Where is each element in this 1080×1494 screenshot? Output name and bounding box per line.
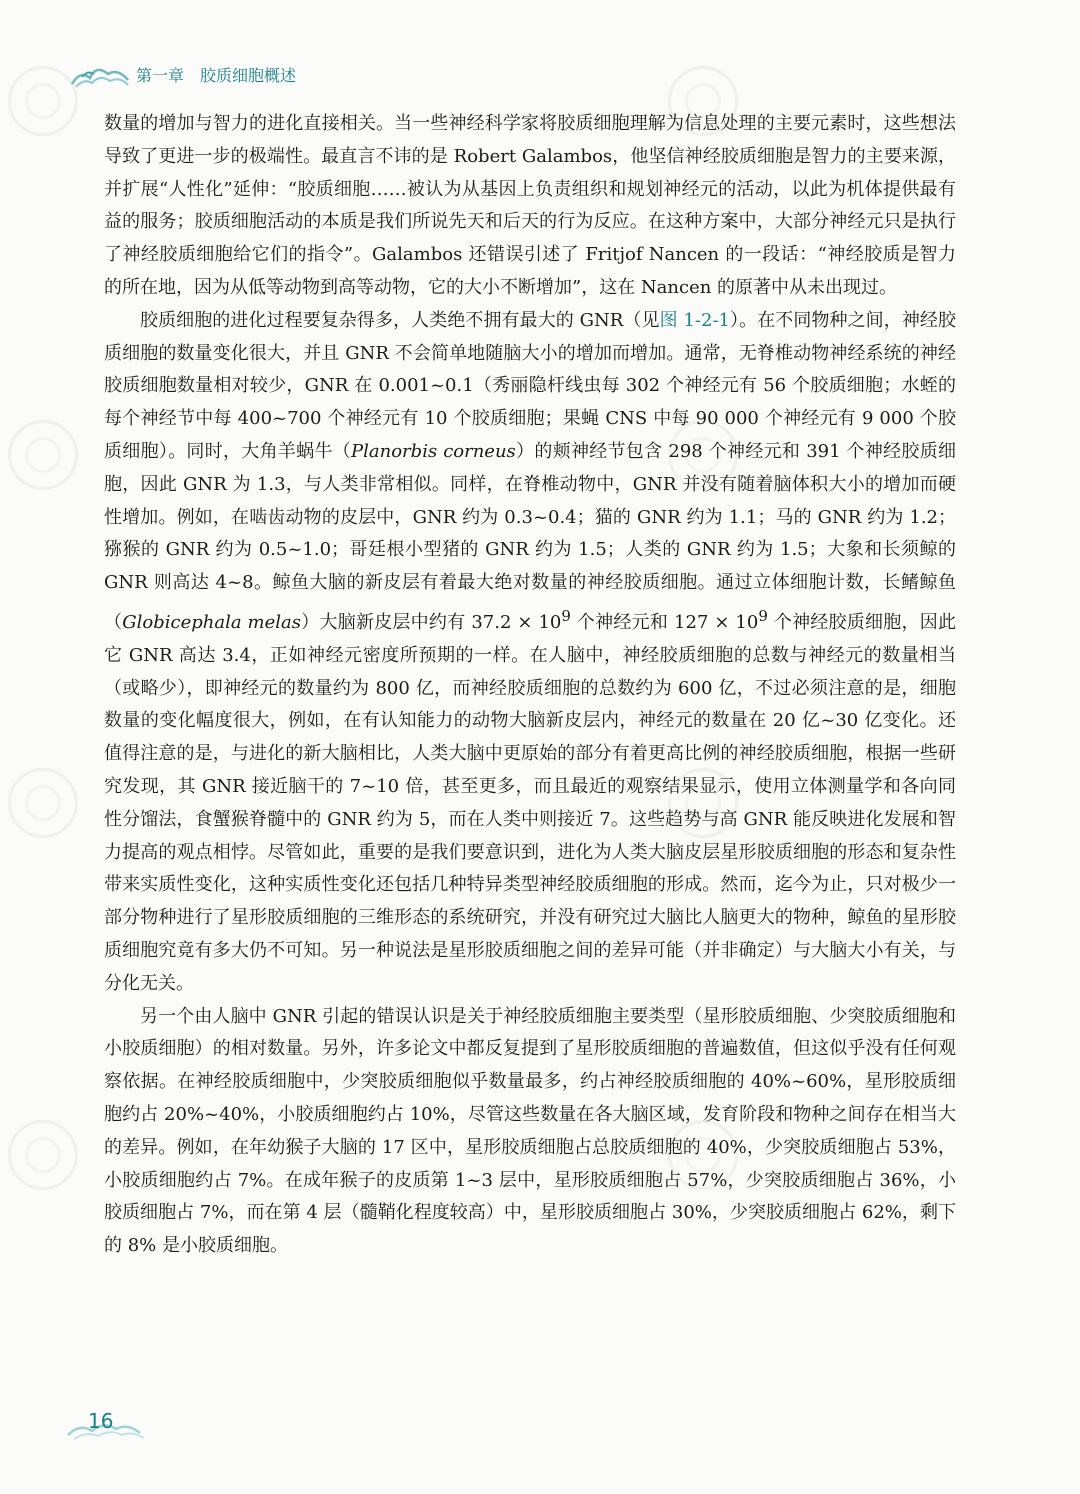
wave-cloud-logo-icon: [70, 60, 130, 90]
running-header: [70, 60, 400, 94]
text-run: ）。在不同物种之间，神经胶质细胞的数量变化很大，并且 GNR 不会简单地随脑大小的增加而增加。通常，无脊椎动物神经系统的神经胶质细胞数量相对较少，GNR 在 0.001~0.1（秀丽隐杆线虫每 302 个神经元有 56 个胶质细胞；水蛭的每个神经节中每 400~700 个神经元有 10 个胶质细胞；果蝇 CNS 中每 90 000 个神经元有 9 000 个胶质细胞）。同时，大角羊蜗牛（: [104, 309, 956, 462]
body-text: [104, 108, 956, 1263]
chapter-title: 第一章 胶质细胞概述: [136, 66, 297, 85]
page-number-badge: [66, 1407, 156, 1441]
watermark-seal-icon: [8, 768, 78, 838]
text-run: 个神经元和 127 × 10: [570, 611, 759, 633]
figure-reference-link[interactable]: 图 1-2-1: [659, 309, 730, 331]
species-name: Planorbis corneus: [351, 440, 516, 462]
exponent: 9: [758, 606, 768, 625]
page-number: 16: [88, 1409, 114, 1433]
text-run: ）的颊神经节包含 298 个神经元和 391 个神经胶质细胞，因此 GNR 为 1.3，与人类非常相似。同样，在脊椎动物中，GNR 并没有随着脑体积大小的增加而硬性增加。例如，在啮齿动物的皮层中，GNR 约为 0.3~0.4；猫的 GNR 约为 1.1；马的 GNR 约为 1.2；猕猴的 GNR 约为 0.5~1.0；哥廷根小型猪的 GNR 约为 1.5；人类的 GNR 约为 1.5；大象和长须鲸的 GNR 则高达 4~8。鲸鱼大脑的新皮层有着最大绝对数量的神经胶质细胞。通过立体细胞计数，长鳍鲸鱼（: [104, 440, 956, 633]
watermark-seal-icon: [8, 66, 78, 136]
paragraph: 另一个由人脑中 GNR 引起的错误认识是关于神经胶质细胞主要类型（星形胶质细胞、少突胶质细胞和小胶质细胞）的相对数量。另外，许多论文中都反复提到了星形胶质细胞的普遍数值，但这似乎没有任何观察依据。在神经胶质细胞中，少突胶质细胞似乎数量最多，约占神经胶质细胞的 40%~60%，星形胶质细胞约占 20%~40%，小胶质细胞约占 10%，尽管这些数量在各大脑区域，发育阶段和物种之间存在相当大的差异。例如，在年幼猴子大脑的 17 区中，星形胶质细胞占总胶质细胞的 40%，少突胶质细胞占 53%，小胶质细胞约占 7%。在成年猴子的皮质第 1~3 层中，星形胶质细胞占 57%，少突胶质细胞占 36%，小胶质细胞占 7%，而在第 4 层（髓鞘化程度较高）中，星形胶质细胞占 30%，少突胶质细胞占 62%，剩下的 8% 是小胶质细胞。: [104, 1005, 956, 1257]
text-run: 胶质细胞的进化过程要复杂得多，人类绝不拥有最大的 GNR（见: [140, 309, 660, 331]
watermark-seal-icon: [8, 420, 78, 490]
exponent: 9: [561, 606, 571, 625]
text-run: 个神经胶质细胞，因此它 GNR 高达 3.4，正如神经元密度所预期的一样。在人脑中，神经胶质细胞的总数与神经元的数量相当（或略少），即神经元的数量约为 800 亿，而神经胶质细胞的总数约为 600 亿，不过必须注意的是，细胞数量的变化幅度很大，例如，在有认知能力的动物大脑新皮层内，神经元的数量在 20 亿~30 亿变化。还值得注意的是，与进化的新大脑相比，人类大脑中更原始的部分有着更高比例的神经胶质细胞，根据一些研究发现，其 GNR 接近脑干的 7~10 倍，甚至更多，而且最近的观察结果显示，使用立体测量学和各向同性分馏法，食蟹猴脊髓中的 GNR 约为 5，而在人类中则接近 7。这些趋势与高 GNR 能反映进化发展和智力提高的观点相悖。尽管如此，重要的是我们要意识到，进化为人类大脑皮层星形胶质细胞的形态和复杂性带来实质性变化，这种实质性变化还包括几种特异类型神经胶质细胞的形成。然而，迄今为止，只对极少一部分物种进行了星形胶质细胞的三维形态的系统研究，并没有研究过大脑比人脑更大的物种，鲸鱼的星形胶质细胞究竟有多大仍不可知。另一种说法是星形胶质细胞之间的差异可能（并非确定）与大脑大小有关，与分化无关。: [104, 611, 956, 994]
text-run: ）大脑新皮层中约有 37.2 × 10: [300, 611, 562, 633]
species-name: Globicephala melas: [122, 611, 301, 633]
paragraph: [104, 305, 956, 1001]
paragraph: 数量的增加与智力的进化直接相关。当一些神经科学家将胶质细胞理解为信息处理的主要元素时，这些想法导致了更进一步的极端性。最直言不讳的是 Robert Galambos，他坚信神经胶质细胞是智力的主要来源，并扩展“人性化”延伸：“胶质细胞……被认为从基因上负责组织和规划神经元的活动，以此为机体提供最有益的服务；胶质细胞活动的本质是我们所说先天和后天的行为反应。在这种方案中，大部分神经元只是执行了神经胶质细胞给它们的指令”。Galambos 还错误引述了 Fritjof Nancen 的一段话：“神经胶质是智力的所在地，因为从低等动物到高等动物，它的大小不断增加”，这在 Nancen 的原著中从未出现过。: [104, 113, 956, 298]
watermark-seal-icon: [8, 1120, 78, 1190]
